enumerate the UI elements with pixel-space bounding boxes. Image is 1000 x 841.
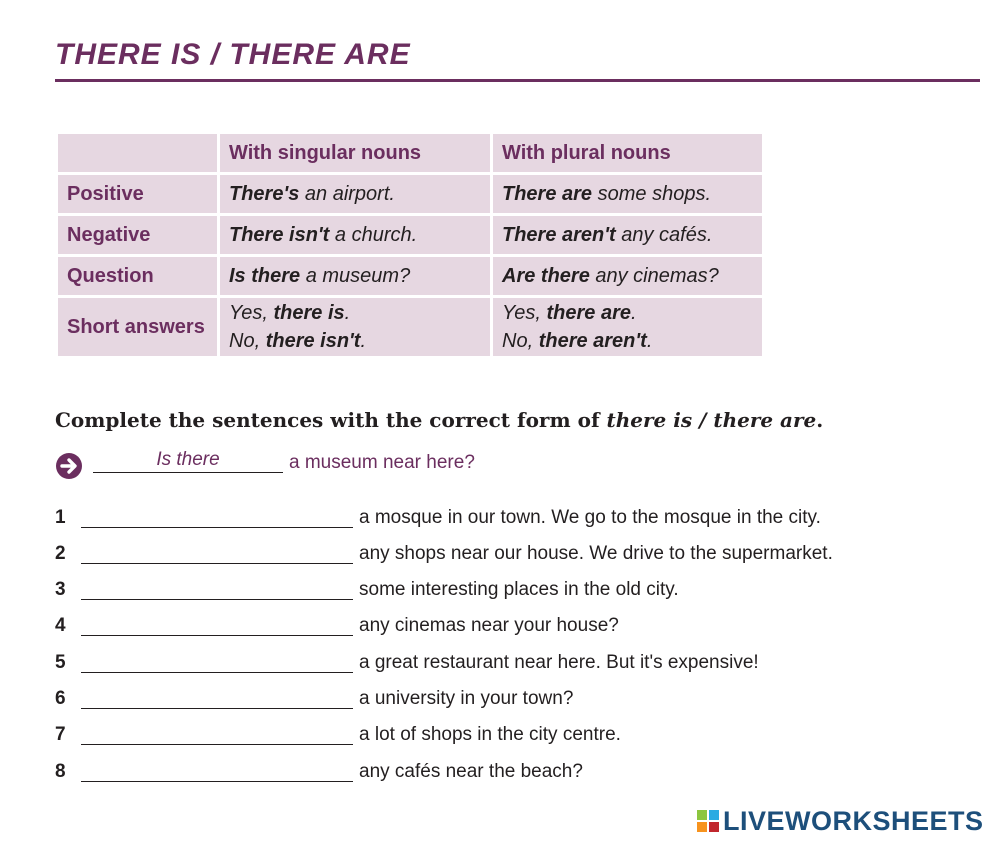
- arrow-circle-icon: [55, 452, 83, 480]
- item-number: 4: [55, 615, 66, 636]
- singular-example: Is there a museum?: [220, 257, 490, 295]
- plural-example: Are there any cinemas?: [493, 257, 762, 295]
- item-text: any cinemas near your house?: [359, 615, 619, 636]
- answer-blank-4[interactable]: [81, 611, 353, 636]
- item-text: any shops near our house. We drive to the supermarket.: [359, 543, 833, 564]
- instructions: Complete the sentences with the correct form of there is / there are.: [55, 408, 824, 432]
- example-answer: Is there: [93, 448, 283, 473]
- grammar-table: [55, 131, 765, 359]
- table-row-question: [58, 257, 762, 295]
- row-label: Negative: [58, 216, 217, 254]
- singular-example: There isn't a church.: [220, 216, 490, 254]
- header-cell-empty: [58, 134, 217, 172]
- singular-example: There's an airport.: [220, 175, 490, 213]
- item-text: a great restaurant near here. But it's expensive!: [359, 652, 759, 673]
- answer-blank-3[interactable]: [81, 575, 353, 600]
- item-number: 3: [55, 579, 66, 600]
- title-underline: [55, 79, 980, 82]
- table-row-positive: [58, 175, 762, 213]
- answer-blank-6[interactable]: [81, 684, 353, 709]
- item-number: 6: [55, 688, 66, 709]
- table-row-negative: [58, 216, 762, 254]
- page-title: THERE IS / THERE ARE: [55, 38, 411, 71]
- item-text: any cafés near the beach?: [359, 761, 583, 782]
- item-number: 1: [55, 507, 66, 528]
- plural-short-answers: Yes, there are. No, there aren't.: [493, 298, 762, 356]
- item-text: a lot of shops in the city centre.: [359, 724, 621, 745]
- exercise-item-1: [55, 503, 935, 533]
- row-label: Short answers: [58, 298, 217, 356]
- table-row-short-answers: [58, 298, 762, 356]
- item-number: 7: [55, 724, 66, 745]
- answer-blank-8[interactable]: [81, 757, 353, 782]
- item-number: 5: [55, 652, 66, 673]
- answer-blank-5[interactable]: [81, 648, 353, 673]
- singular-short-answers: Yes, there is. No, there isn't.: [220, 298, 490, 356]
- header-plural: With plural nouns: [493, 134, 762, 172]
- row-label: Question: [58, 257, 217, 295]
- item-number: 2: [55, 543, 66, 564]
- answer-blank-7[interactable]: [81, 720, 353, 745]
- exercise-item-2: [55, 539, 935, 569]
- exercise-item-6: [55, 684, 935, 714]
- exercise-item-7: [55, 720, 935, 750]
- exercise-item-4: [55, 611, 935, 641]
- item-text: a mosque in our town. We go to the mosque in the city.: [359, 507, 821, 528]
- liveworksheets-logo-icon: [697, 810, 719, 832]
- answer-blank-2[interactable]: [81, 539, 353, 564]
- item-text: some interesting places in the old city.: [359, 579, 679, 600]
- row-label: Positive: [58, 175, 217, 213]
- answer-blank-1[interactable]: [81, 503, 353, 528]
- example-text: a museum near here?: [289, 452, 475, 473]
- table-header-row: [58, 134, 762, 172]
- exercise-item-8: [55, 757, 935, 787]
- item-text: a university in your town?: [359, 688, 574, 709]
- item-number: 8: [55, 761, 66, 782]
- header-singular: With singular nouns: [220, 134, 490, 172]
- plural-example: There aren't any cafés.: [493, 216, 762, 254]
- plural-example: There are some shops.: [493, 175, 762, 213]
- exercise-item-5: [55, 648, 935, 678]
- exercise-item-3: [55, 575, 935, 605]
- example-sentence: [55, 448, 755, 482]
- logo-text: LIVEWORKSHEETS: [723, 806, 984, 836]
